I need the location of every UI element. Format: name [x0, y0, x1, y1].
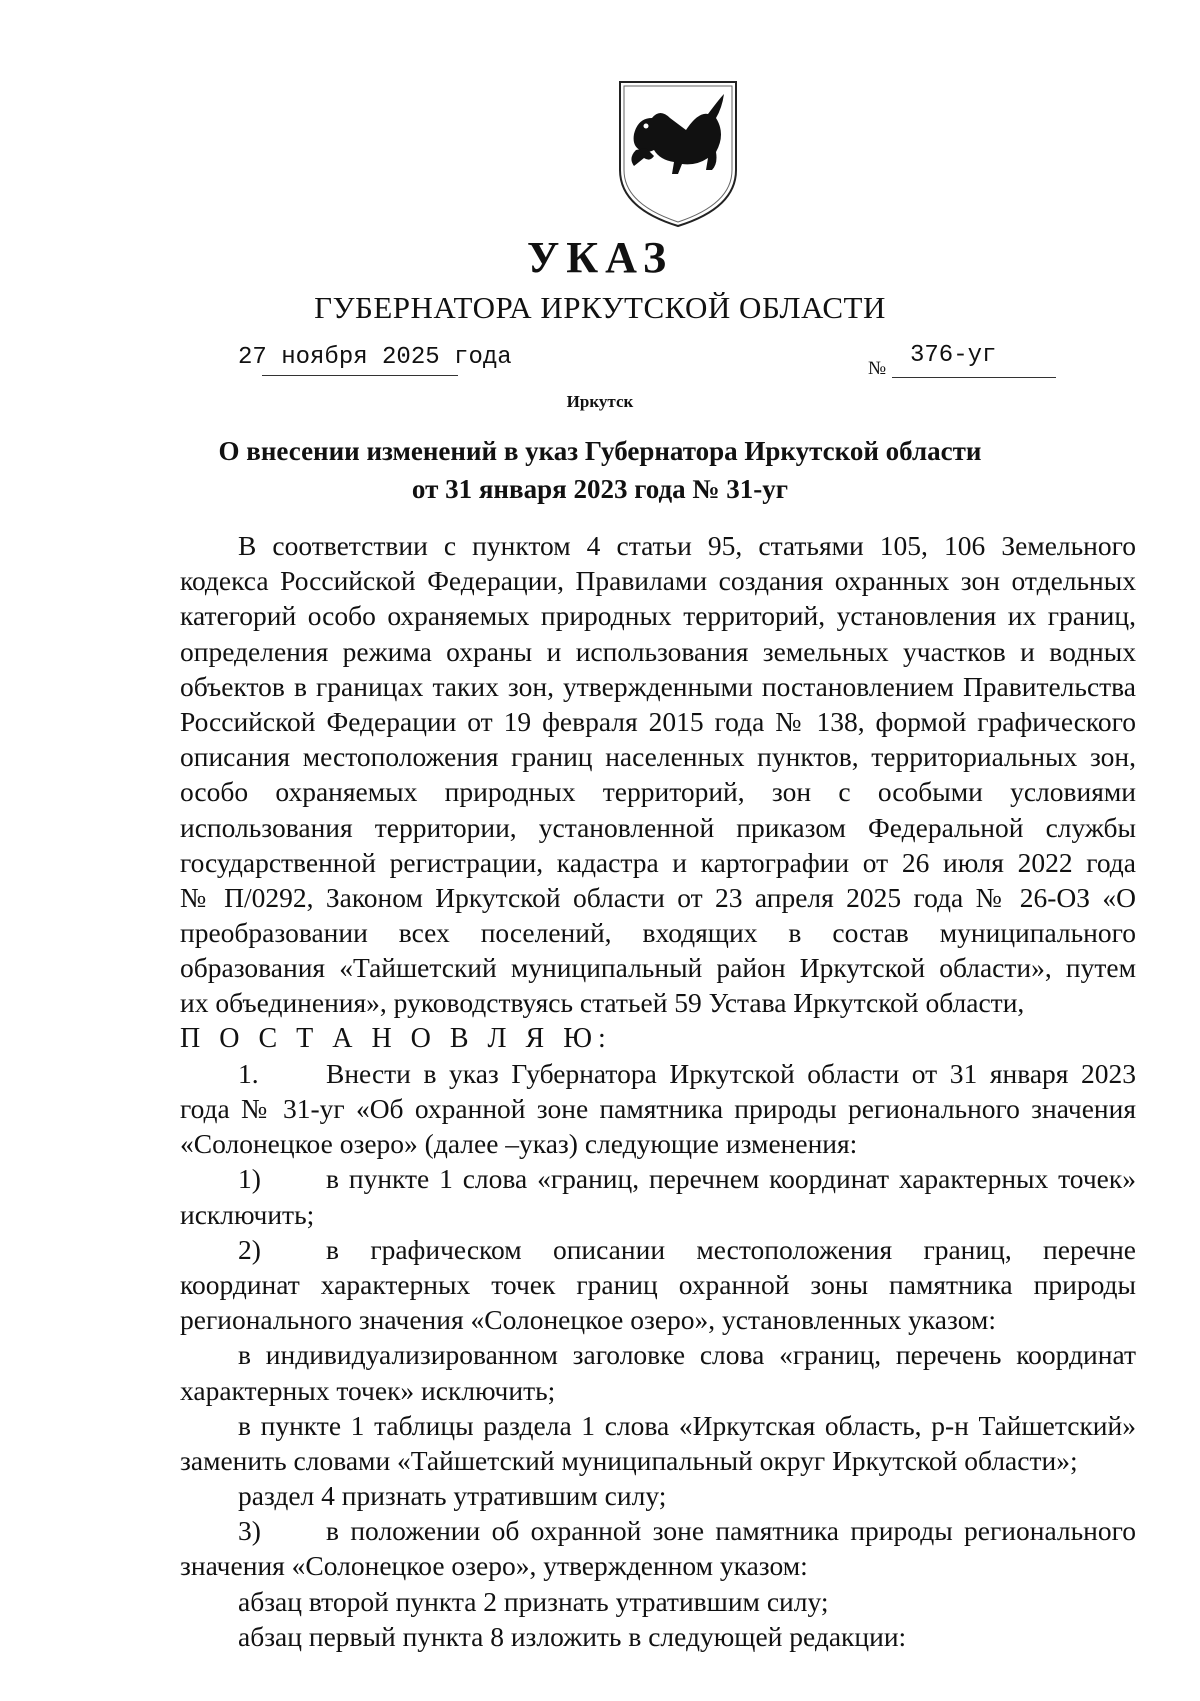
preamble-line: особо охраняемых природных территорий, зон с особыми условиями: [180, 776, 1136, 808]
preamble-line: Российской Федерации от 19 февраля 2015 года № 138, формой графического: [180, 705, 1136, 737]
subitem-2-line: координат характерных точек границ охранной зоны памятника природы: [180, 1268, 1136, 1300]
preamble-line: преобразовании всех поселений, входящих в состав муниципального: [180, 917, 1136, 949]
item-text: Внести в указ Губернатора Иркутской области от 31 января 2023: [326, 1057, 1136, 1089]
item-1-line: года № 31-уг «Об охранной зоне памятника природы регионального значения: [180, 1093, 1136, 1124]
preamble-line: объектов в границах таких зон, утвержденными постановлением Правительства: [180, 670, 1136, 702]
subitem-3-line: абзац первый пункта 8 изложить в следующей редакции:: [238, 1620, 907, 1652]
preamble-line: категорий особо охраняемых природных территорий, установления их границ,: [180, 600, 1136, 632]
item-marker: 3): [238, 1515, 261, 1547]
number-underline: [892, 377, 1056, 378]
item-text: в пункте 1 слова «границ, перечнем координат характерных точек»: [326, 1163, 1136, 1195]
subitem-3-line: абзац второй пункта 2 признать утратившим силу;: [238, 1585, 829, 1617]
subitem-1-line: исключить;: [180, 1198, 315, 1230]
item-marker: 2): [238, 1233, 261, 1265]
subitem-3-line: [180, 1513, 1136, 1548]
subitem-1-line: [180, 1161, 1136, 1196]
preamble-line: государственной регистрации, кадастра и картографии от 26 июля 2022 года: [180, 846, 1136, 878]
preamble-line: определения режима охраны и использования земельных участков и водных: [180, 635, 1136, 667]
preamble-line: В соответствии с пунктом 4 статьи 95, статьями 105, 106 Земельного: [238, 530, 1136, 561]
irkutsk-coat-of-arms-icon: [616, 78, 740, 230]
item-marker: 1.: [238, 1057, 259, 1089]
subitem-3-line: значения «Солонецкое озеро», утвержденном указом:: [180, 1550, 808, 1582]
subject-line: О внесении изменений в указ Губернатора Иркутской области: [218, 436, 982, 466]
item-1-line: «Солонецкое озеро» (далее –указ) следующие изменения:: [180, 1128, 858, 1160]
preamble-line: образования «Тайшетский муниципальный район Иркутской области», путем: [180, 952, 1136, 984]
number-sign: №: [868, 358, 887, 379]
preamble-line: № П/0292, Законом Иркутской области от 23 апреля 2025 года № 26-ОЗ «О: [180, 881, 1136, 913]
decree-subject: [0, 432, 1200, 508]
item-1-line: [180, 1056, 1136, 1091]
preamble-line: использования территории, установленной приказом Федеральной службы: [180, 811, 1136, 843]
postanovlyayu-heading: П О С Т А Н О В Л Я Ю:: [180, 1022, 612, 1054]
item-marker: 1): [238, 1163, 261, 1195]
document-title: УКАЗ: [526, 233, 674, 282]
decree-body: [180, 528, 1136, 1654]
preamble-line: кодекса Российской Федерации, Правилами создания охранных зон отдельных: [180, 565, 1136, 597]
city-name: Иркутск: [566, 392, 634, 411]
subject-line: от 31 января 2023 года № 31-уг: [411, 474, 789, 504]
subitem-2-line: в пункте 1 таблицы раздела 1 слова «Иркутская область, р-н Тайшетский»: [238, 1409, 1136, 1441]
subitem-2-line: в индивидуализированном заголовке слова «границ, перечень координат: [238, 1339, 1136, 1371]
item-text: в положении об охранной зоне памятника природы регионального: [326, 1515, 1136, 1547]
decree-date: 27 ноября 2025 года: [238, 344, 512, 371]
item-text: в графическом описании местоположения границ, перечне: [326, 1233, 1136, 1265]
subitem-2-line: заменить словами «Тайшетский муниципальный округ Иркутской области»;: [180, 1444, 1078, 1476]
date-underline: [262, 375, 458, 376]
preamble-line: их объединения», руководствуясь статьей 59 Устава Иркутской области,: [180, 987, 1025, 1019]
document-subtitle: ГУБЕРНАТОРА ИРКУТСКОЙ ОБЛАСТИ: [314, 290, 886, 325]
preamble-line: описания местоположения границ населенных пунктов, территориальных зон,: [180, 741, 1136, 773]
subitem-2-line: характерных точек» исключить;: [180, 1374, 556, 1406]
subitem-2-line: регионального значения «Солонецкое озеро», установленных указом:: [180, 1304, 996, 1336]
subitem-2-line: [180, 1232, 1136, 1267]
decree-number: 376-уг: [910, 342, 997, 369]
subitem-2-line: раздел 4 признать утратившим силу;: [238, 1480, 667, 1512]
